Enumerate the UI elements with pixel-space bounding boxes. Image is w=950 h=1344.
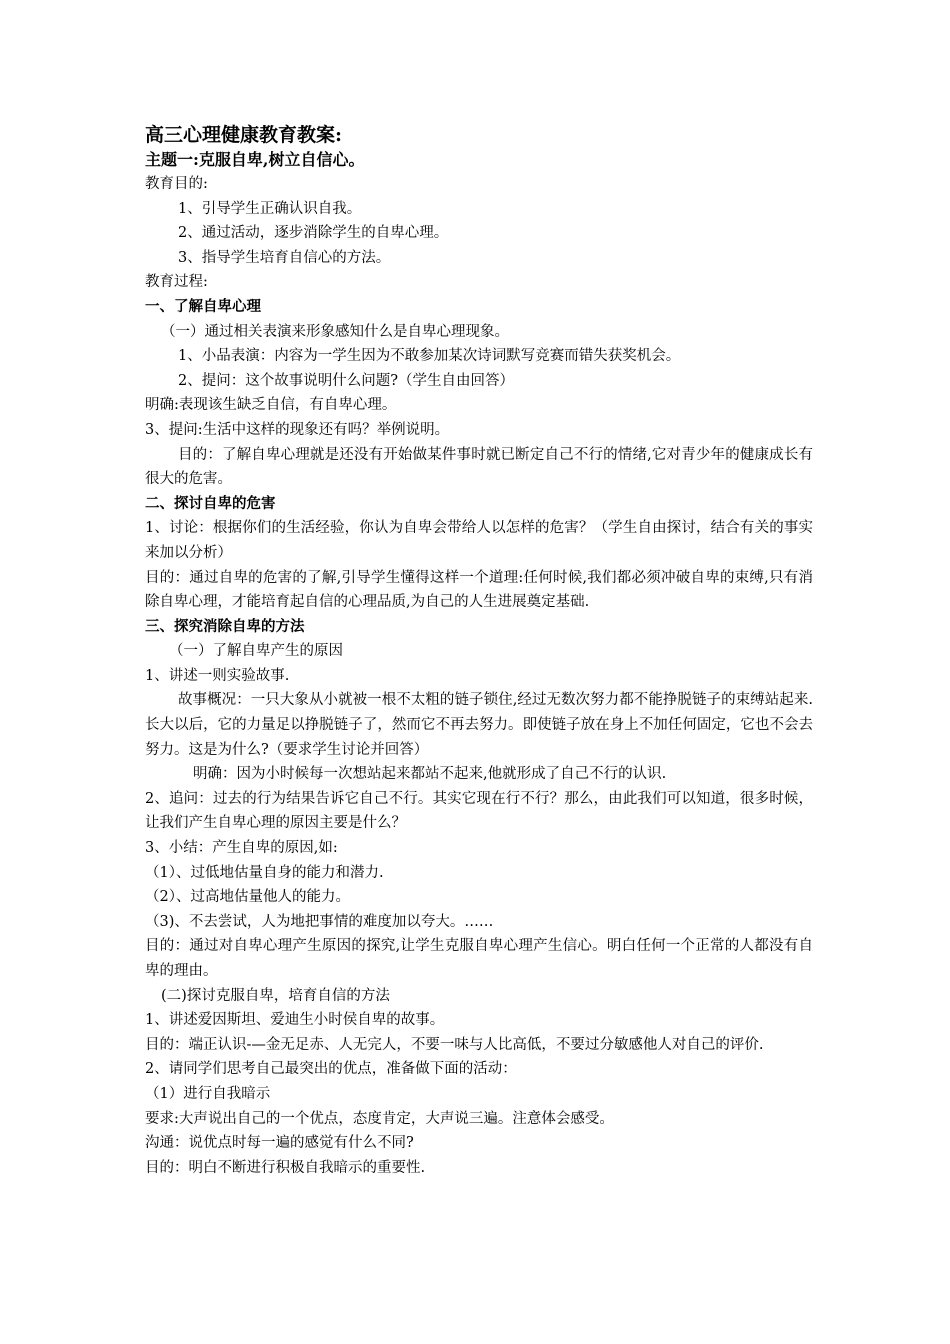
list-item: 1、小品表演：内容为一学生因为不敢参加某次诗词默写竞赛而错失获奖机会。	[178, 348, 681, 365]
paragraph: 2、追问：过去的行为结果告诉它自己不行。其实它现在行不行？那么，由此我们可以知道，很多时候，让我们产生自卑心理的原因主要是什么？	[145, 790, 813, 832]
section-heading: 教育目的:	[145, 176, 208, 192]
paragraph: 沟通：说优点时每一遍的感觉有什么不同?	[145, 1135, 414, 1152]
paragraph: 目的：明白不断进行积极自我暗示的重要性.	[145, 1159, 426, 1176]
part-heading: 一、了解自卑心理	[145, 297, 261, 315]
list-item: 2、提问：这个故事说明什么问题?（学生自由回答）	[178, 372, 514, 389]
list-item: （1）进行自我暗示	[145, 1085, 271, 1102]
paragraph: 明确：因为小时候每一次想站起来都站不起来,他就形成了自己不行的认识.	[193, 766, 667, 783]
document-subtitle: 主题一:克服自卑,树立自信心。	[145, 150, 365, 169]
list-item: （1）、过低地估量自身的能力和潜力.	[145, 864, 384, 881]
sub-heading: （一）通过相关表演来形象感知什么是自卑心理现象。	[161, 323, 509, 340]
section-heading: 教育过程:	[145, 274, 208, 291]
paragraph: 故事概况：一只大象从小就被一根不太粗的链子锁住,经过无数次努力都不能挣脱链子的束缚站起来.长大以后，它的力量足以挣脱链子了，然而它不再去努力。即使链子放在身上不加任何固定，它也不会去努力。这是为什么?（要求学生讨论并回答）	[145, 692, 813, 758]
part-heading: 二、探讨自卑的危害	[145, 494, 276, 512]
document-title: 高三心理健康教育教案:	[145, 124, 343, 146]
paragraph: 1、讲述一则实验故事.	[145, 667, 290, 684]
sub-heading: (二)探讨克服自卑，培育自信的方法	[161, 987, 390, 1004]
list-item: 2、通过活动，逐步消除学生的自卑心理。	[178, 225, 449, 242]
sub-heading: （一）了解自卑产生的原因	[169, 643, 343, 660]
part-heading: 三、探究消除自卑的方法	[145, 617, 305, 635]
paragraph: 1、讲述爱因斯坦、爱迪生小时侯自卑的故事。	[145, 1012, 445, 1029]
paragraph: 3、小结：产生自卑的原因,如:	[145, 840, 338, 857]
paragraph: 目的：通过对自卑心理产生原因的探究,让学生克服自卑心理产生信心。明白任何一个正常的人都没有自卑的理由。	[145, 938, 813, 979]
paragraph: 要求:大声说出自己的一个优点，态度肯定，大声说三遍。注意体会感受。	[145, 1110, 614, 1127]
document-page	[145, 122, 813, 1180]
paragraph: 3、提问:生活中这样的现象还有吗？举例说明。	[145, 421, 450, 438]
list-item: 3、指导学生培育自信心的方法。	[178, 249, 391, 266]
list-item: （2）、过高地估量他人的能力。	[145, 889, 350, 906]
paragraph: 2、请同学们思考自己最突出的优点，准备做下面的活动：	[145, 1061, 517, 1078]
paragraph: 目的：了解自卑心理就是还没有开始做某件事时就已断定自己不行的情绪,它对青少年的健康成长有很大的危害。	[145, 446, 813, 488]
list-item: 1、引导学生正确认识自我。	[178, 200, 362, 217]
list-item: （3)、不去尝试，人为地把事情的难度加以夸大。……	[145, 913, 494, 930]
paragraph: 目的：端正认识-—金无足赤、人无完人，不要一味与人比高低，不要过分敏感他人对自己的评价.	[145, 1036, 764, 1053]
paragraph: 明确:表现该生缺乏自信，有自卑心理。	[145, 397, 397, 414]
paragraph: 目的：通过自卑的危害的了解,引导学生懂得这样一个道理:任何时候,我们都必须冲破自卑的束缚,只有消除自卑心理，才能培育起自信的心理品质,为自己的人生进展奠定基础.	[145, 569, 813, 611]
paragraph: 1、讨论：根据你们的生活经验，你认为自卑会带给人以怎样的危害？（学生自由探讨，结合有关的事实来加以分析）	[145, 520, 813, 561]
